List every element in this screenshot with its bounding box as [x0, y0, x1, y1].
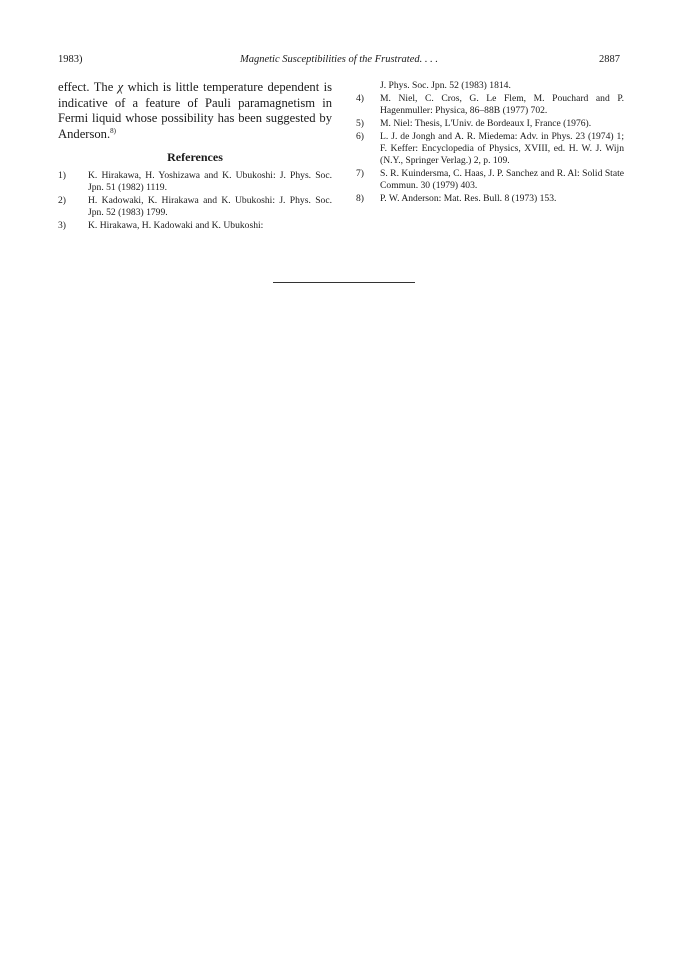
reference-text: M. Niel, C. Cros, G. Le Flem, M. Pouchard and P. Hagenmuller: Physica, 86–88B (1977) 702. — [380, 93, 624, 116]
body-paragraph — [58, 80, 332, 142]
reference-text: K. Hirakawa, H. Kadowaki and K. Ubukoshi: — [88, 220, 264, 231]
reference-continuation — [356, 80, 624, 92]
citation-superscript: 8) — [110, 126, 116, 135]
reference-item — [58, 195, 332, 219]
reference-text: K. Hirakawa, H. Yoshizawa and K. Ubukoshi: J. Phys. Soc. Jpn. 51 (1982) 1119. — [88, 170, 332, 193]
reference-item — [58, 220, 332, 232]
reference-text: P. W. Anderson: Mat. Res. Bull. 8 (1973) 153. — [380, 193, 557, 204]
page-number: 2887 — [599, 54, 620, 65]
header-year: 1983) — [58, 54, 83, 65]
right-column — [356, 80, 624, 206]
running-header — [58, 54, 620, 68]
reference-number: 2) — [58, 195, 66, 206]
reference-item — [356, 118, 624, 130]
reference-number: 7) — [356, 168, 364, 179]
reference-text: L. J. de Jongh and A. R. Miedema: Adv. in Phys. 23 (1974) 1; F. Keffer: Encyclopedia of Physics, XVIII, ed. H. W. J. Wijn (N.Y., Springer Verlag.) 2, p. 109. — [380, 131, 624, 166]
paragraph-text-end: which is little temperature dependent is indicative of a feature of Pauli paramagnetism in Fermi liquid whose possibility has been suggested by Anderson. — [58, 80, 332, 141]
header-title: Magnetic Susceptibilities of the Frustrated. . . . — [239, 54, 438, 65]
reference-number: 1) — [58, 170, 66, 181]
reference-item — [58, 170, 332, 194]
references-heading: References — [167, 150, 223, 164]
reference-item — [356, 131, 624, 167]
reference-item — [356, 93, 624, 117]
reference-item — [356, 168, 624, 192]
paragraph-text-start: effect. The — [58, 80, 118, 94]
reference-number: 3) — [58, 220, 66, 231]
reference-number: 8) — [356, 193, 364, 204]
reference-text: H. Kadowaki, K. Hirakawa and K. Ubukoshi: J. Phys. Soc. Jpn. 52 (1983) 1799. — [88, 195, 332, 218]
reference-number: 4) — [356, 93, 364, 104]
chi-symbol: χ — [117, 80, 124, 94]
reference-number: 6) — [356, 131, 364, 142]
reference-text: S. R. Kuindersma, C. Haas, J. P. Sanchez and R. Al: Solid State Commun. 30 (1979) 403. — [380, 168, 624, 191]
left-column — [58, 80, 332, 233]
reference-number: 5) — [356, 118, 364, 129]
end-rule — [273, 282, 415, 283]
reference-item — [356, 193, 624, 205]
reference-text: M. Niel: Thesis, L'Univ. de Bordeaux I, France (1976). — [380, 118, 592, 129]
reference-text: J. Phys. Soc. Jpn. 52 (1983) 1814. — [380, 80, 511, 91]
